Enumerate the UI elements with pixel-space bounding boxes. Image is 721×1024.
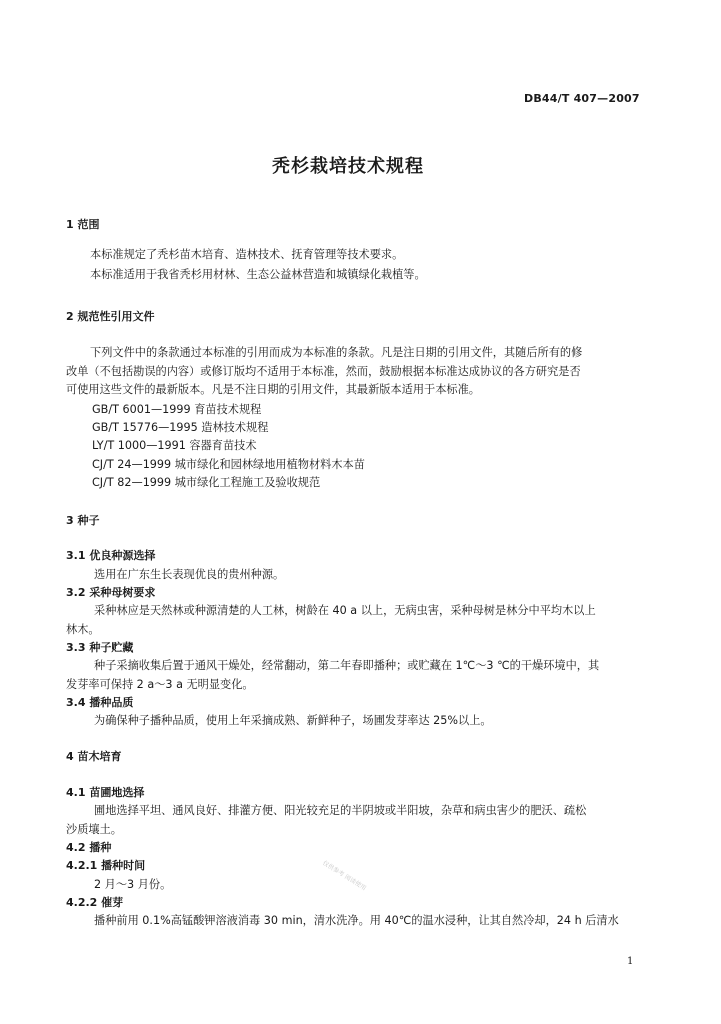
standard-number: DB44/T 407—2007 [524,92,640,105]
subsection-text-4-1-line-2: 沙质壤土。 [66,823,122,836]
section-heading-scope: 1 范围 [66,218,100,231]
subsection-text-4-2-2: 播种前用 0.1%高锰酸钾溶液消毒 30 min，清水洗净。用 40℃的温水浸种，让其自然冷却，24 h 后清水 [94,914,619,927]
subsection-heading-3-2: 3.2 采种母树要求 [66,586,156,599]
section-heading-seedling-cultivation: 4 苗木培育 [66,750,122,763]
subsection-text-4-2-1: 2 月～3 月份。 [94,878,172,891]
subsection-heading-3-4: 3.4 播种品质 [66,696,134,709]
watermark: 仅供参考 阅读使用 [321,859,368,893]
references-intro-line-1: 下列文件中的条款通过本标准的引用而成为本标准的条款。凡是注日期的引用文件，其随后所有的修 [90,346,583,359]
subsection-text-4-1-line-1: 圃地选择平坦、通风良好、排灌方便、阳光较充足的半阴坡或半阳坡，杂草和病虫害少的肥沃、疏松 [94,804,587,817]
reference-item: CJ/T 24—1999 城市绿化和园林绿地用植物材料木本苗 [92,458,365,471]
subsection-text-3-1: 选用在广东生长表现优良的贵州种源。 [94,568,285,581]
reference-item: LY/T 1000—1991 容器育苗技术 [92,439,257,452]
subsection-heading-4-1: 4.1 苗圃地选择 [66,786,145,799]
subsection-heading-3-1: 3.1 优良种源选择 [66,549,156,562]
subsection-heading-4-2: 4.2 播种 [66,841,112,854]
subsection-text-3-2-line-1: 采种林应是天然林或种源清楚的人工林，树龄在 40 a 以上，无病虫害，采种母树是林分中平均木以上 [94,604,596,617]
subsection-text-3-3-line-1: 种子采摘收集后置于通风干燥处，经常翻动，第二年春即播种；或贮藏在 1℃～3 ℃的干燥环境中，其 [94,659,600,672]
reference-item: CJ/T 82—1999 城市绿化工程施工及验收规范 [92,476,321,489]
section-heading-seeds: 3 种子 [66,514,100,527]
scope-paragraph-1: 本标准规定了秃杉苗木培育、造林技术、抚育管理等技术要求。 [90,248,404,261]
subsection-text-3-4: 为确保种子播种品质，使用上年采摘成熟、新鲜种子，场圃发芽率达 25%以上。 [94,714,492,727]
references-intro-line-2: 改单（不包括勘误的内容）或修订版均不适用于本标准，然而，鼓励根据本标准达成协议的各方研究是否 [66,365,581,378]
subsection-heading-4-2-1: 4.2.1 播种时间 [66,859,146,872]
page-number: 1 [627,956,634,967]
subsection-text-3-3-line-2: 发芽率可保持 2 a～3 a 无明显变化。 [66,678,254,691]
subsection-heading-3-3: 3.3 种子贮藏 [66,641,134,654]
references-intro-line-3: 可使用这些文件的最新版本。凡是不注日期的引用文件，其最新版本适用于本标准。 [66,383,480,396]
reference-item: GB/T 6001—1999 育苗技术规程 [92,403,262,416]
scope-paragraph-2: 本标准适用于我省秃杉用材林、生态公益林营造和城镇绿化栽植等。 [90,268,426,281]
subsection-text-3-2-line-2: 林木。 [66,623,100,636]
subsection-heading-4-2-2: 4.2.2 催芽 [66,896,124,909]
reference-item: GB/T 15776—1995 造林技术规程 [92,421,269,434]
document-title: 秃杉栽培技术规程 [272,156,424,177]
section-heading-normative-references: 2 规范性引用文件 [66,310,155,323]
